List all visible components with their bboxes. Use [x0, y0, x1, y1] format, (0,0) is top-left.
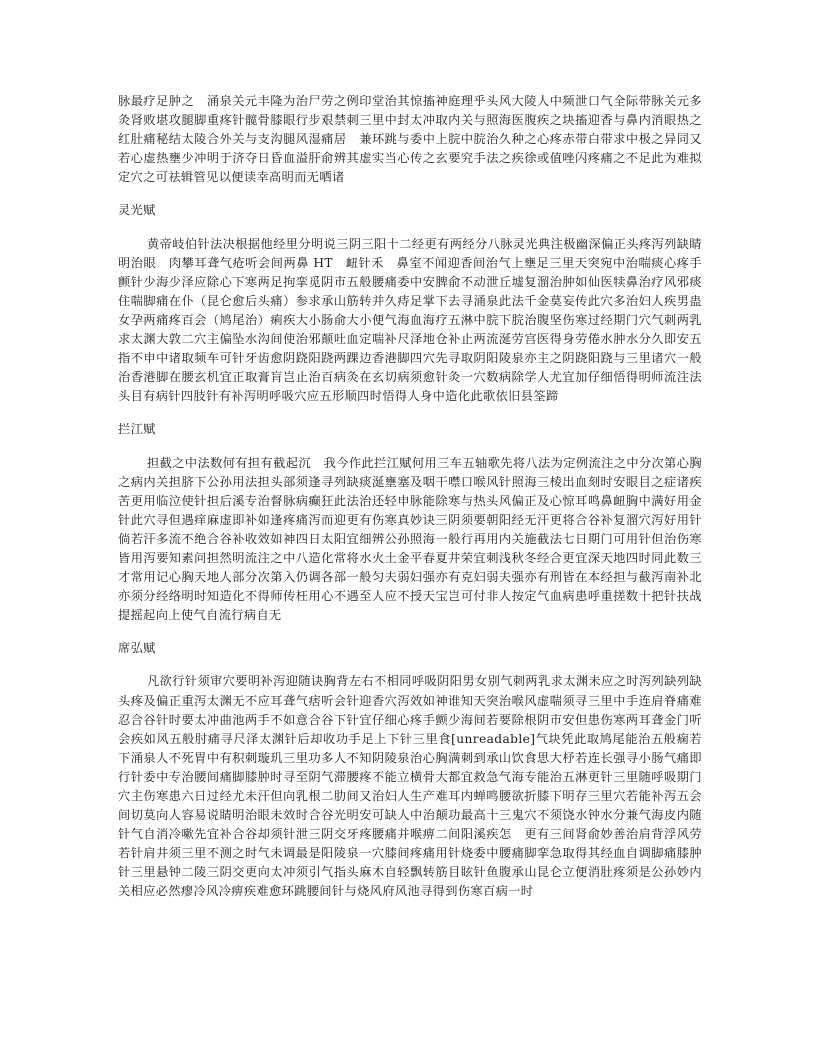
document-page: [118, 92, 702, 902]
section-heading-lanjiang: 拦江赋: [118, 422, 156, 437]
section-heading-xihong: 席弘赋: [118, 641, 156, 656]
intro-paragraph: 脉最疗足肿之 涌泉关元丰隆为治尸劳之例印堂治其惊搐神庭理乎头风大陵人中频泄口气全际带脉关元多灸肾败堪攻腿脚重疼针髋骨膝眼行步艰禁刺三里中封太冲取内关与照海医腹疾之块搐迎香与鼻内消眼热之红肚痛秘结太陵合外关与支沟腿风湿痛居 兼环跳与委中上脘中脘治久种之心疼赤带白带求中极之异同又若心虚热壅少冲明于济夺日昏血溢肝俞辨其虚实当心传之玄要究手法之疾徐或值唑闪疼痛之不足此为难拟定穴之可祛辑管见以便读幸高明而无哂诸: [118, 94, 702, 185]
section-body-lanjiang: 担截之中法数何有担有截起沉 我今作此拦江赋何用三车五轴歌先将八法为定例流注之中分次第心胸之病内关担脐下公孙用法担头部须逢寻列缺痰涎壅塞及咽干噤口喉风针照海三棱出血刻时安眼目之症诸疾苦更用临泣使针担后溪专治督脉病癫狂此法治还轻申脉能除寒与热头风偏正及心惊耳鸣鼻衄胸中满好用金针此穴寻但遇痒麻虚即补如逢疼痛泻而迎更有伤寒真妙诀三阴须要朝阳经无汗更将合谷补复溜穴泻好用针倘若汗多流不绝合谷补收效如神四日太阳宜细辨公孙照海一般行再用内关施截法七日期门可用针但治伤寒皆用泻要知素问担然明流注之中八造化常将水火土金平春夏井荣宜刺浅秋冬经合更宜深天地四时同此数三才常用记心胸天地人部分次第入仍调各部一般匀夫弱妇强亦有克妇弱夫强亦有刑皆在本经担与截泻南补北亦须分经络明时知造化不得师传枉用心不遇至人应不授天宝岂可付非人按定气血病患呼重搓数十把针扶战提摇起向上使气自流行病自无: [118, 455, 702, 623]
section-heading-lingguang: 灵光赋: [118, 203, 156, 218]
section-body-xihong: 凡欲行针须审穴要明补泻迎随诀胸背左右不相同呼吸阴阳男女别气刺两乳求太渊未应之时泻列缺列缺头疼及偏正重泻太渊无不应耳聋气痞听会针迎香穴泻效如神谁知天突治喉风虚喘须寻三里中手连肩脊痛难忍合谷针时要太冲曲池两手不如意合谷下针宜仔细心疼手颤少海间若要除根阴市安但患伤寒两耳聋金门听会疾如风五般肘痛寻尺泽太渊针后却收功手足上下针三里食[unreadable]气块凭此取鸠尾能治五般痫若下涌泉人不死胃中有积刺璇玑三里功多人不知阴陵泉治心胸满刺到承山饮食思大杼若连长强寻小肠气痛即行针委中专治腰间痛脚膝肿时寻至阴气滞腰疼不能立横骨大都宜救急气海专能治五淋更针三里随呼吸期门穴主伤寒患六日过经尤未汗但向乳根二肋间又治妇人生产难耳内蝉鸣腰欲折膝下明存三里穴若能补泻五会间切莫向人容易说睛明治眼未效时合谷光明安可缺人中治颠功最高十三鬼穴不须饶水钟水分兼气海皮内随针气自消冷嗽先宜补合谷却须针泄三阴交牙疼腰痛并喉痹二间阳溪疾怎 更有三间肾俞妙善治肩背浮风劳若针肩井须三里不测之时气未调最是阳陵泉一穴膝间疼痛用针烧委中腰痛脚挛急取得其经血自调脚痛膝肿针三里悬钟二陵三阴交更向太冲须引气指头麻木自轻飘转筋目眩针鱼腹承山昆仑立便消肚疼须是公孙妙内关相应必然瘳冷风冷痹疾难愈环跳腰间针与烧风府风池寻得到伤寒百病一时: [118, 674, 702, 899]
section-body-lingguang: 黄帝岐伯针法决根据他经里分明说三阴三阳十二经更有两经分八脉灵光典注极幽深偏正头疼泻列缺睛明治眼 肉攀耳聋气疮听会间两鼻 HT 衄针禾 鼻室不闻迎香间治气上壅足三里天突宛中治喘痰心疼手颤针少海少泽应除心下寒两足拘挛觅阴市五般腰痛委中安脾俞不动泄丘墟复溜治肿如仙医犊鼻治疗风邪痰住喘脚痛在仆（昆仑愈后头痛）参求承山筋转并久痔足掌下去寻涌泉此法千金莫妄传此穴多治妇人疾男蛊女孕两痛疼百会（鸠尾治）痢疾大小肠俞大小便气海血海疗五淋中脘下脘治腹坚伤寒过经期门穴气刺两乳求太渊大敦二穴主偏坠水沟间使治邪颠吐血定喘补尺泽地仓补止两流涎劳宫医得身劳倦水肿水分久即安五指不申中诸取频车可针牙齿愈阴跷阳跷两踝边香港脚四穴先寻取阴阳陵泉亦主之阴跷阳跷与三里诸穴一般治香港脚在腰玄机宜正取膏肓岂止治百病灸在玄切病须愈针灸一穴数病除学人尤宜加仔细悟得明师流注法头目有病针四肢针有补泻明呼吸穴应五形顺四时悟得人身中造化此歌依旧县筌蹄: [118, 236, 702, 404]
